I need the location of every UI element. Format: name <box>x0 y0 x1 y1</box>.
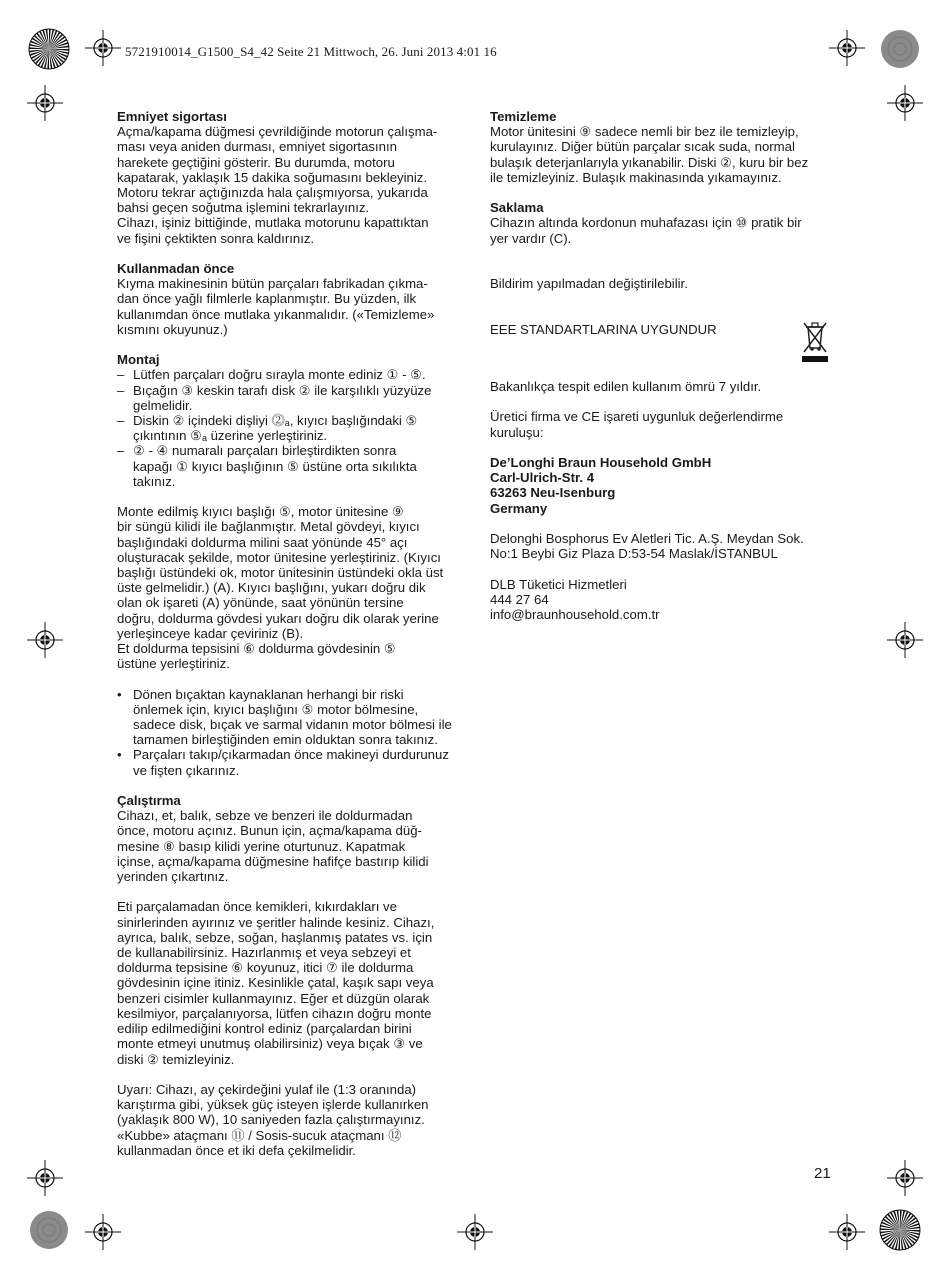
text-line: üstüne yerleştiriniz. <box>117 656 230 672</box>
bakanlik-text: Bakanlıkça tespit edilen kullanım ömrü 7 yıldır. <box>490 378 762 394</box>
text-line: bir süngü kilidi ile bağlanmıştır. Metal gövdeyi, kıyıcı <box>117 519 420 535</box>
importer-address <box>490 531 835 561</box>
text-line: de kullanabilirsiniz. Hazırlanmış et veya sebzeyi et <box>117 945 411 961</box>
registration-crosshair-icon <box>27 85 63 126</box>
text-line: Parçaları takıp/çıkarmadan önce makineyi durdurunuz <box>133 747 449 763</box>
text-line: içinse, açma/kapama düğmesine hafifçe bastırıp kilidi <box>117 853 429 869</box>
registration-crosshair-icon <box>27 1160 63 1201</box>
list-marker: – <box>117 367 125 383</box>
montaj-step <box>117 443 463 489</box>
registration-crosshair-icon <box>829 1214 865 1255</box>
eee-compliance-text: EEE STANDARTLARINA UYGUNDUR <box>490 321 717 337</box>
list-marker: • <box>117 747 122 763</box>
text-line: edilip edilmediğini kontrol ediniz (parçalardan birini <box>117 1021 412 1037</box>
text-line: oluşturacak şekilde, motor ünitesine yerleştiriniz. (Kıyıcı <box>117 549 441 565</box>
registration-crosshair-icon <box>85 1214 121 1255</box>
text-line: ayrıca, balık, sebze, soğan, haşlanmış patates vs. için <box>117 929 433 945</box>
registration-crosshair-icon <box>887 85 923 126</box>
text-line: kapağı ① kıyıcı başlığının ⑤ üstüne orta sıkılıkta <box>133 458 417 474</box>
text-line: Üretici firma ve CE işareti uygunluk değerlendirme <box>490 409 784 425</box>
text-line: De’Longhi Braun Household GmbH <box>490 454 712 470</box>
text-line: kuruluşu: <box>490 424 544 440</box>
emniyet-body <box>117 124 463 246</box>
text-line: No:1 Beybi Giz Plaza D:53-54 Maslak/İSTANBUL <box>490 546 778 562</box>
text-line: harekete geçtiğini gösterir. Bu durumda, motoru <box>117 154 395 170</box>
text-line: bahsi geçen soğutma işlemini tekrarlayınız. <box>117 200 370 216</box>
registration-crosshair-icon <box>27 622 63 663</box>
bildirim-text: Bildirim yapılmadan değiştirilebilir. <box>490 276 688 292</box>
uretici-text <box>490 409 835 439</box>
text-line: bulaşık deterjanlarıyla yıkanabilir. Diski ②, kuru bir bez <box>490 154 809 170</box>
list-marker: • <box>117 686 122 702</box>
text-line: başlığı üstündeki ok, motor ünitesinin üstündeki okla üst <box>117 565 444 581</box>
text-line: gelmelidir. <box>133 397 193 413</box>
montaj-step <box>117 367 463 382</box>
registration-starburst-icon <box>879 1209 921 1251</box>
registration-gray-disc-icon <box>28 1209 70 1251</box>
right-column <box>490 109 835 622</box>
registration-crosshair-icon <box>887 622 923 663</box>
text-line: Carl-Ulrich-Str. 4 <box>490 470 595 486</box>
text-line: Cihazı, işiniz bittiğinde, mutlaka motorunu kapattıktan <box>117 215 429 231</box>
registration-crosshair-icon <box>457 1214 493 1255</box>
eti-body <box>117 899 463 1066</box>
text-line: diski ② temizleyiniz. <box>117 1051 235 1067</box>
text-line: Bıçağın ③ keskin tarafı disk ② ile karşılıklı yüzyüze <box>133 382 432 398</box>
registration-crosshair-icon <box>85 30 121 71</box>
print-header: 5721910014_G1500_S4_42 Seite 21 Mittwoch, 26. Juni 2013 4:01 16 <box>125 44 497 59</box>
text-line: başlığındaki doldurma milini saat yönünde 45° açı <box>117 534 408 550</box>
text-line: Diskin ② içindeki dişliyi ⓶ₐ, kıyıcı başlığındaki ⑤ <box>133 413 418 429</box>
text-line: sinirlerinden ayırınız ve şeritler halinde kesiniz. Cihazı, <box>117 914 435 930</box>
list-marker: – <box>117 443 125 459</box>
manufacturer-address <box>490 455 835 516</box>
text-line: Motoru tekrar açtığınızda hala çalışmıyorsa, yukarıda <box>117 185 428 201</box>
registration-crosshair-icon <box>829 30 865 71</box>
text-line: Açma/kapama düğmesi çevrildiğinde motorun çalışma- <box>117 124 438 140</box>
text-line: ile temizleyiniz. Bulaşık makinasında yıkamayınız. <box>490 169 782 185</box>
text-line: kesilmiyor, parçalanıyorsa, lütfen cihazın doğru monte <box>117 1005 432 1021</box>
safety-bullet <box>117 747 463 777</box>
text-line: sadece disk, bıçak ve sarmal vidanın motor bölmesi ile <box>133 717 452 733</box>
saklama-body <box>490 215 835 245</box>
text-line: önce, motoru açınız. Bunun için, açma/kapama düğ- <box>117 823 422 839</box>
text-line: info@braunhousehold.com.tr <box>490 606 660 622</box>
calistirma-body <box>117 808 463 884</box>
text-line: kapatarak, yaklaşık 15 dakika soğumasını bekleyiniz. <box>117 169 428 185</box>
registration-gray-disc-icon <box>879 28 921 70</box>
kullanmadan-body <box>117 276 463 337</box>
text-line: tamamen birleştiğinden emin olduktan sonra takınız. <box>133 732 438 748</box>
section-title-temizleme: Temizleme <box>490 109 557 124</box>
section-title-montaj: Montaj <box>117 352 160 368</box>
montaj-list <box>117 367 463 489</box>
section-title-saklama: Saklama <box>490 200 544 216</box>
text-line: Cihazın altında kordonun muhafazası için ⑩ pratik bir <box>490 215 802 231</box>
crossed-out-bin-icon <box>799 318 831 364</box>
text-line: olan ok işareti (A) yönünde, saat yönünün tersine <box>117 595 404 611</box>
text-line: Eti parçalamadan önce kemikleri, kıkırdakları ve <box>117 899 397 915</box>
text-line: Uyarı: Cihazı, ay çekirdeğini yulaf ile (1:3 oranında) <box>117 1081 417 1097</box>
page-number: 21 <box>814 1165 831 1182</box>
list-marker: – <box>117 382 125 398</box>
safety-bullet-list <box>117 687 463 778</box>
text-line: dan önce yağlı filmlerle kaplanmıştır. Bu yüzden, ilk <box>117 291 417 307</box>
text-line: doğru, doldurma gövdesi yukarı doğru dik olarak yerine <box>117 610 439 626</box>
text-line: Lütfen parçaları doğru sırayla monte ediniz ① - ⑤. <box>133 367 426 383</box>
text-line: ② - ④ numaralı parçaları birleştirdikten sonra <box>133 443 397 459</box>
left-column <box>117 109 463 1158</box>
safety-bullet <box>117 687 463 748</box>
text-line: «Kubbe» ataçmanı ⑪ / Sosis-sucuk ataçmanı ⑫ <box>117 1127 402 1143</box>
text-line: takınız. <box>133 473 176 489</box>
text-line: çıkıntının ⑤ₐ üzerine yerleştiriniz. <box>133 428 328 444</box>
text-line: Germany <box>490 500 548 516</box>
text-line: kısmını okuyunuz.) <box>117 321 228 337</box>
list-marker: – <box>117 413 125 429</box>
text-line: ve fişten çıkarınız. <box>133 762 240 778</box>
montaj-step <box>117 383 463 413</box>
text-line: ve fişini çektikten sonra kaldırınız. <box>117 230 315 246</box>
monte-body <box>117 504 463 671</box>
text-line: Kıyma makinesinin bütün parçaları fabrikadan çıkma- <box>117 276 428 292</box>
text-line: DLB Tüketici Hizmetleri <box>490 576 627 592</box>
montaj-step <box>117 413 463 443</box>
text-line: Cihazı, et, balık, sebze ve benzeri ile doldurmadan <box>117 808 413 824</box>
text-line: üste gelmelidir.) (A). Kıyıcı başlığını, yukarı doğru dik <box>117 580 426 596</box>
text-line: kurulayınız. Diğer bütün parçalar sıcak suda, normal <box>490 139 795 155</box>
text-line: yer vardır (C). <box>490 230 572 246</box>
text-line: ması veya aniden durması, emniyet sigortasının <box>117 139 398 155</box>
weee-row <box>490 322 835 364</box>
registration-starburst-icon <box>28 28 70 70</box>
temizleme-body <box>490 124 835 185</box>
text-line: (yaklaşık 800 W), 10 saniyeden fazla çalıştırmayınız. <box>117 1112 425 1128</box>
text-line: kullanımdan önce mutlaka yıkanmalıdır. («Temizleme» <box>117 306 435 322</box>
text-line: yerleşinceye kadar çeviriniz (B). <box>117 625 304 641</box>
text-line: mesine ⑧ basıp kilidi yerine oturtunuz. Kapatmak <box>117 838 406 854</box>
text-line: gövdesinin içine itiniz. Kesinlikle çatal, kaşık sapı veya <box>117 975 434 991</box>
text-line: benzeri cisimler kullanmayınız. Eğer et düzgün olarak <box>117 990 430 1006</box>
section-title-kullanmadan: Kullanmadan önce <box>117 261 235 277</box>
text-line: Delonghi Bosphorus Ev Aletleri Tic. A.Ş. Meydan Sok. <box>490 530 804 546</box>
customer-service-contact <box>490 577 835 623</box>
text-line: 444 27 64 <box>490 591 549 607</box>
text-line: Dönen bıçaktan kaynaklanan herhangi bir riski <box>133 686 404 702</box>
text-line: monte etmeyi unutmuş olabilirsiniz) veya bıçak ③ ve <box>117 1036 423 1052</box>
text-line: Monte edilmiş kıyıcı başlığı ⑤, motor ünitesine ⑨ <box>117 504 404 520</box>
uyari-body <box>117 1082 463 1158</box>
text-line: önlemek için, kıyıcı başlığını ⑤ motor bölmesine, <box>133 701 419 717</box>
text-line: Et doldurma tepsisini ⑥ doldurma gövdesinin ⑤ <box>117 641 396 657</box>
text-line: 63263 Neu-Isenburg <box>490 485 616 501</box>
text-line: doldurma tepsisine ⑥ koyunuz, itici ⑦ ile doldurma <box>117 960 414 976</box>
section-title-emniyet: Emniyet sigortası <box>117 109 227 124</box>
text-line: kullanmadan önce et iki defa çekilmelidir. <box>117 1142 356 1158</box>
section-title-calistirma: Çalıştırma <box>117 793 181 809</box>
registration-crosshair-icon <box>887 1160 923 1201</box>
text-line: Motor ünitesini ⑨ sadece nemli bir bez ile temizleyip, <box>490 124 799 140</box>
text-line: karıştırma gibi, yüksek güç isteyen işlerde kullanırken <box>117 1097 429 1113</box>
text-line: yerinden çıkartınız. <box>117 869 229 885</box>
